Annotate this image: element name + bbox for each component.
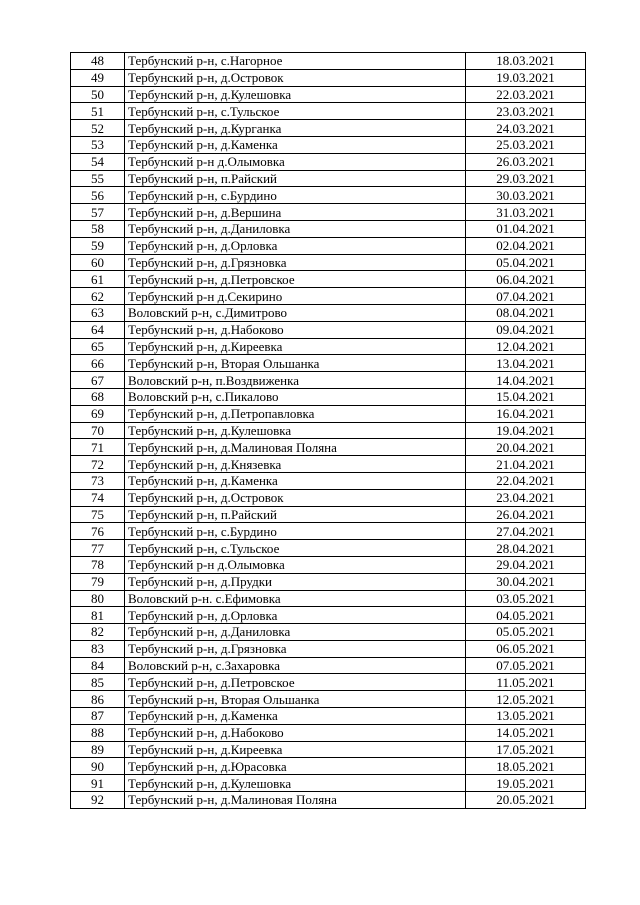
location-cell: Воловский р-н, с.Пикалово (125, 388, 466, 405)
location-cell: Тербунский р-н, д.Даниловка (125, 220, 466, 237)
date-cell: 05.05.2021 (466, 624, 586, 641)
table-row (71, 355, 586, 372)
date-cell: 06.04.2021 (466, 271, 586, 288)
date-cell: 17.05.2021 (466, 741, 586, 758)
date-cell: 07.05.2021 (466, 657, 586, 674)
table-row (71, 187, 586, 204)
date-cell: 22.03.2021 (466, 86, 586, 103)
date-cell: 20.05.2021 (466, 792, 586, 809)
row-number: 73 (71, 472, 125, 489)
table-row (71, 237, 586, 254)
table-row (71, 691, 586, 708)
date-cell: 24.03.2021 (466, 120, 586, 137)
location-cell: Тербунский р-н, д.Киреевка (125, 338, 466, 355)
table-row (71, 741, 586, 758)
date-cell: 16.04.2021 (466, 405, 586, 422)
table-row (71, 103, 586, 120)
date-cell: 23.03.2021 (466, 103, 586, 120)
row-number: 88 (71, 724, 125, 741)
location-cell: Тербунский р-н, п.Райский (125, 506, 466, 523)
date-cell: 23.04.2021 (466, 489, 586, 506)
table-row (71, 86, 586, 103)
table-row (71, 405, 586, 422)
row-number: 86 (71, 691, 125, 708)
date-cell: 19.05.2021 (466, 775, 586, 792)
row-number: 92 (71, 792, 125, 809)
row-number: 76 (71, 523, 125, 540)
date-cell: 12.04.2021 (466, 338, 586, 355)
row-number: 63 (71, 304, 125, 321)
table-row (71, 724, 586, 741)
date-cell: 19.04.2021 (466, 422, 586, 439)
row-number: 87 (71, 708, 125, 725)
schedule-table-body (71, 53, 586, 809)
row-number: 84 (71, 657, 125, 674)
table-row (71, 640, 586, 657)
location-cell: Тербунский р-н, д.Вершина (125, 204, 466, 221)
date-cell: 12.05.2021 (466, 691, 586, 708)
location-cell: Воловский р-н. с.Ефимовка (125, 590, 466, 607)
table-row (71, 624, 586, 641)
row-number: 50 (71, 86, 125, 103)
date-cell: 06.05.2021 (466, 640, 586, 657)
table-row (71, 170, 586, 187)
row-number: 67 (71, 372, 125, 389)
row-number: 82 (71, 624, 125, 641)
row-number: 57 (71, 204, 125, 221)
date-cell: 14.05.2021 (466, 724, 586, 741)
location-cell: Воловский р-н, с.Захаровка (125, 657, 466, 674)
location-cell: Тербунский р-н, д.Набоково (125, 724, 466, 741)
location-cell: Тербунский р-н, д.Грязновка (125, 640, 466, 657)
row-number: 62 (71, 288, 125, 305)
location-cell: Тербунский р-н, д.Кулешовка (125, 86, 466, 103)
date-cell: 08.04.2021 (466, 304, 586, 321)
date-cell: 11.05.2021 (466, 674, 586, 691)
table-row (71, 388, 586, 405)
location-cell: Тербунский р-н, д.Грязновка (125, 254, 466, 271)
row-number: 56 (71, 187, 125, 204)
row-number: 64 (71, 321, 125, 338)
table-row (71, 288, 586, 305)
date-cell: 29.03.2021 (466, 170, 586, 187)
location-cell: Тербунский р-н, с.Нагорное (125, 53, 466, 70)
row-number: 85 (71, 674, 125, 691)
location-cell: Тербунский р-н, д.Островок (125, 489, 466, 506)
table-row (71, 321, 586, 338)
row-number: 80 (71, 590, 125, 607)
table-row (71, 708, 586, 725)
date-cell: 26.04.2021 (466, 506, 586, 523)
table-row (71, 271, 586, 288)
date-cell: 31.03.2021 (466, 204, 586, 221)
row-number: 69 (71, 405, 125, 422)
table-row (71, 573, 586, 590)
location-cell: Тербунский р-н, д.Кулешовка (125, 775, 466, 792)
date-cell: 13.05.2021 (466, 708, 586, 725)
location-cell: Тербунский р-н, д.Даниловка (125, 624, 466, 641)
table-row (71, 792, 586, 809)
table-row (71, 338, 586, 355)
date-cell: 22.04.2021 (466, 472, 586, 489)
location-cell: Тербунский р-н, п.Райский (125, 170, 466, 187)
location-cell: Тербунский р-н, д.Орловка (125, 607, 466, 624)
location-cell: Тербунский р-н, д.Петропавловка (125, 405, 466, 422)
row-number: 70 (71, 422, 125, 439)
table-row (71, 607, 586, 624)
date-cell: 03.05.2021 (466, 590, 586, 607)
row-number: 83 (71, 640, 125, 657)
location-cell: Тербунский р-н, с.Тульское (125, 103, 466, 120)
table-row (71, 53, 586, 70)
table-row (71, 422, 586, 439)
table-row (71, 220, 586, 237)
date-cell: 29.04.2021 (466, 556, 586, 573)
date-cell: 30.03.2021 (466, 187, 586, 204)
location-cell: Тербунский р-н, с.Тульское (125, 540, 466, 557)
table-row (71, 674, 586, 691)
row-number: 78 (71, 556, 125, 573)
date-cell: 15.04.2021 (466, 388, 586, 405)
date-cell: 19.03.2021 (466, 69, 586, 86)
table-row (71, 472, 586, 489)
table-row (71, 590, 586, 607)
table-row (71, 254, 586, 271)
table-row (71, 556, 586, 573)
table-row (71, 204, 586, 221)
date-cell: 07.04.2021 (466, 288, 586, 305)
date-cell: 20.04.2021 (466, 439, 586, 456)
table-row (71, 775, 586, 792)
location-cell: Тербунский р-н, д.Малиновая Поляна (125, 792, 466, 809)
table-row (71, 489, 586, 506)
location-cell: Тербунский р-н, д.Набоково (125, 321, 466, 338)
date-cell: 09.04.2021 (466, 321, 586, 338)
location-cell: Тербунский р-н, д.Петровское (125, 271, 466, 288)
row-number: 54 (71, 153, 125, 170)
location-cell: Тербунский р-н, д.Орловка (125, 237, 466, 254)
location-cell: Тербунский р-н, д.Каменка (125, 472, 466, 489)
row-number: 90 (71, 758, 125, 775)
row-number: 81 (71, 607, 125, 624)
row-number: 89 (71, 741, 125, 758)
location-cell: Тербунский р-н, д.Островок (125, 69, 466, 86)
table-row (71, 120, 586, 137)
date-cell: 25.03.2021 (466, 136, 586, 153)
date-cell: 18.03.2021 (466, 53, 586, 70)
schedule-table (70, 52, 586, 809)
date-cell: 21.04.2021 (466, 456, 586, 473)
location-cell: Тербунский р-н, д.Киреевка (125, 741, 466, 758)
row-number: 61 (71, 271, 125, 288)
date-cell: 01.04.2021 (466, 220, 586, 237)
date-cell: 14.04.2021 (466, 372, 586, 389)
table-row (71, 758, 586, 775)
row-number: 52 (71, 120, 125, 137)
date-cell: 05.04.2021 (466, 254, 586, 271)
row-number: 48 (71, 53, 125, 70)
row-number: 58 (71, 220, 125, 237)
row-number: 79 (71, 573, 125, 590)
row-number: 66 (71, 355, 125, 372)
table-row (71, 439, 586, 456)
date-cell: 26.03.2021 (466, 153, 586, 170)
location-cell: Тербунский р-н, д.Кулешовка (125, 422, 466, 439)
row-number: 72 (71, 456, 125, 473)
row-number: 91 (71, 775, 125, 792)
location-cell: Тербунский р-н, д.Прудки (125, 573, 466, 590)
date-cell: 30.04.2021 (466, 573, 586, 590)
row-number: 60 (71, 254, 125, 271)
row-number: 49 (71, 69, 125, 86)
row-number: 59 (71, 237, 125, 254)
location-cell: Тербунский р-н, д.Князевка (125, 456, 466, 473)
table-row (71, 304, 586, 321)
table-row (71, 69, 586, 86)
row-number: 53 (71, 136, 125, 153)
location-cell: Воловский р-н, с.Димитрово (125, 304, 466, 321)
row-number: 55 (71, 170, 125, 187)
row-number: 77 (71, 540, 125, 557)
table-row (71, 372, 586, 389)
location-cell: Тербунский р-н, с.Бурдино (125, 523, 466, 540)
table-row (71, 506, 586, 523)
location-cell: Тербунский р-н, Вторая Ольшанка (125, 691, 466, 708)
location-cell: Тербунский р-н, д.Петровское (125, 674, 466, 691)
date-cell: 28.04.2021 (466, 540, 586, 557)
table-row (71, 657, 586, 674)
location-cell: Тербунский р-н, д.Малиновая Поляна (125, 439, 466, 456)
location-cell: Тербунский р-н д.Секирино (125, 288, 466, 305)
row-number: 65 (71, 338, 125, 355)
location-cell: Тербунский р-н д.Олымовка (125, 556, 466, 573)
table-row (71, 136, 586, 153)
table-row (71, 523, 586, 540)
location-cell: Тербунский р-н, с.Бурдино (125, 187, 466, 204)
location-cell: Тербунский р-н д.Олымовка (125, 153, 466, 170)
row-number: 71 (71, 439, 125, 456)
date-cell: 04.05.2021 (466, 607, 586, 624)
location-cell: Тербунский р-н, д.Каменка (125, 708, 466, 725)
date-cell: 18.05.2021 (466, 758, 586, 775)
table-row (71, 540, 586, 557)
date-cell: 02.04.2021 (466, 237, 586, 254)
row-number: 75 (71, 506, 125, 523)
location-cell: Тербунский р-н, д.Курганка (125, 120, 466, 137)
date-cell: 13.04.2021 (466, 355, 586, 372)
table-row (71, 456, 586, 473)
row-number: 74 (71, 489, 125, 506)
location-cell: Воловский р-н, п.Воздвиженка (125, 372, 466, 389)
row-number: 68 (71, 388, 125, 405)
location-cell: Тербунский р-н, д.Юрасовка (125, 758, 466, 775)
location-cell: Тербунский р-н, Вторая Ольшанка (125, 355, 466, 372)
location-cell: Тербунский р-н, д.Каменка (125, 136, 466, 153)
table-row (71, 153, 586, 170)
date-cell: 27.04.2021 (466, 523, 586, 540)
row-number: 51 (71, 103, 125, 120)
